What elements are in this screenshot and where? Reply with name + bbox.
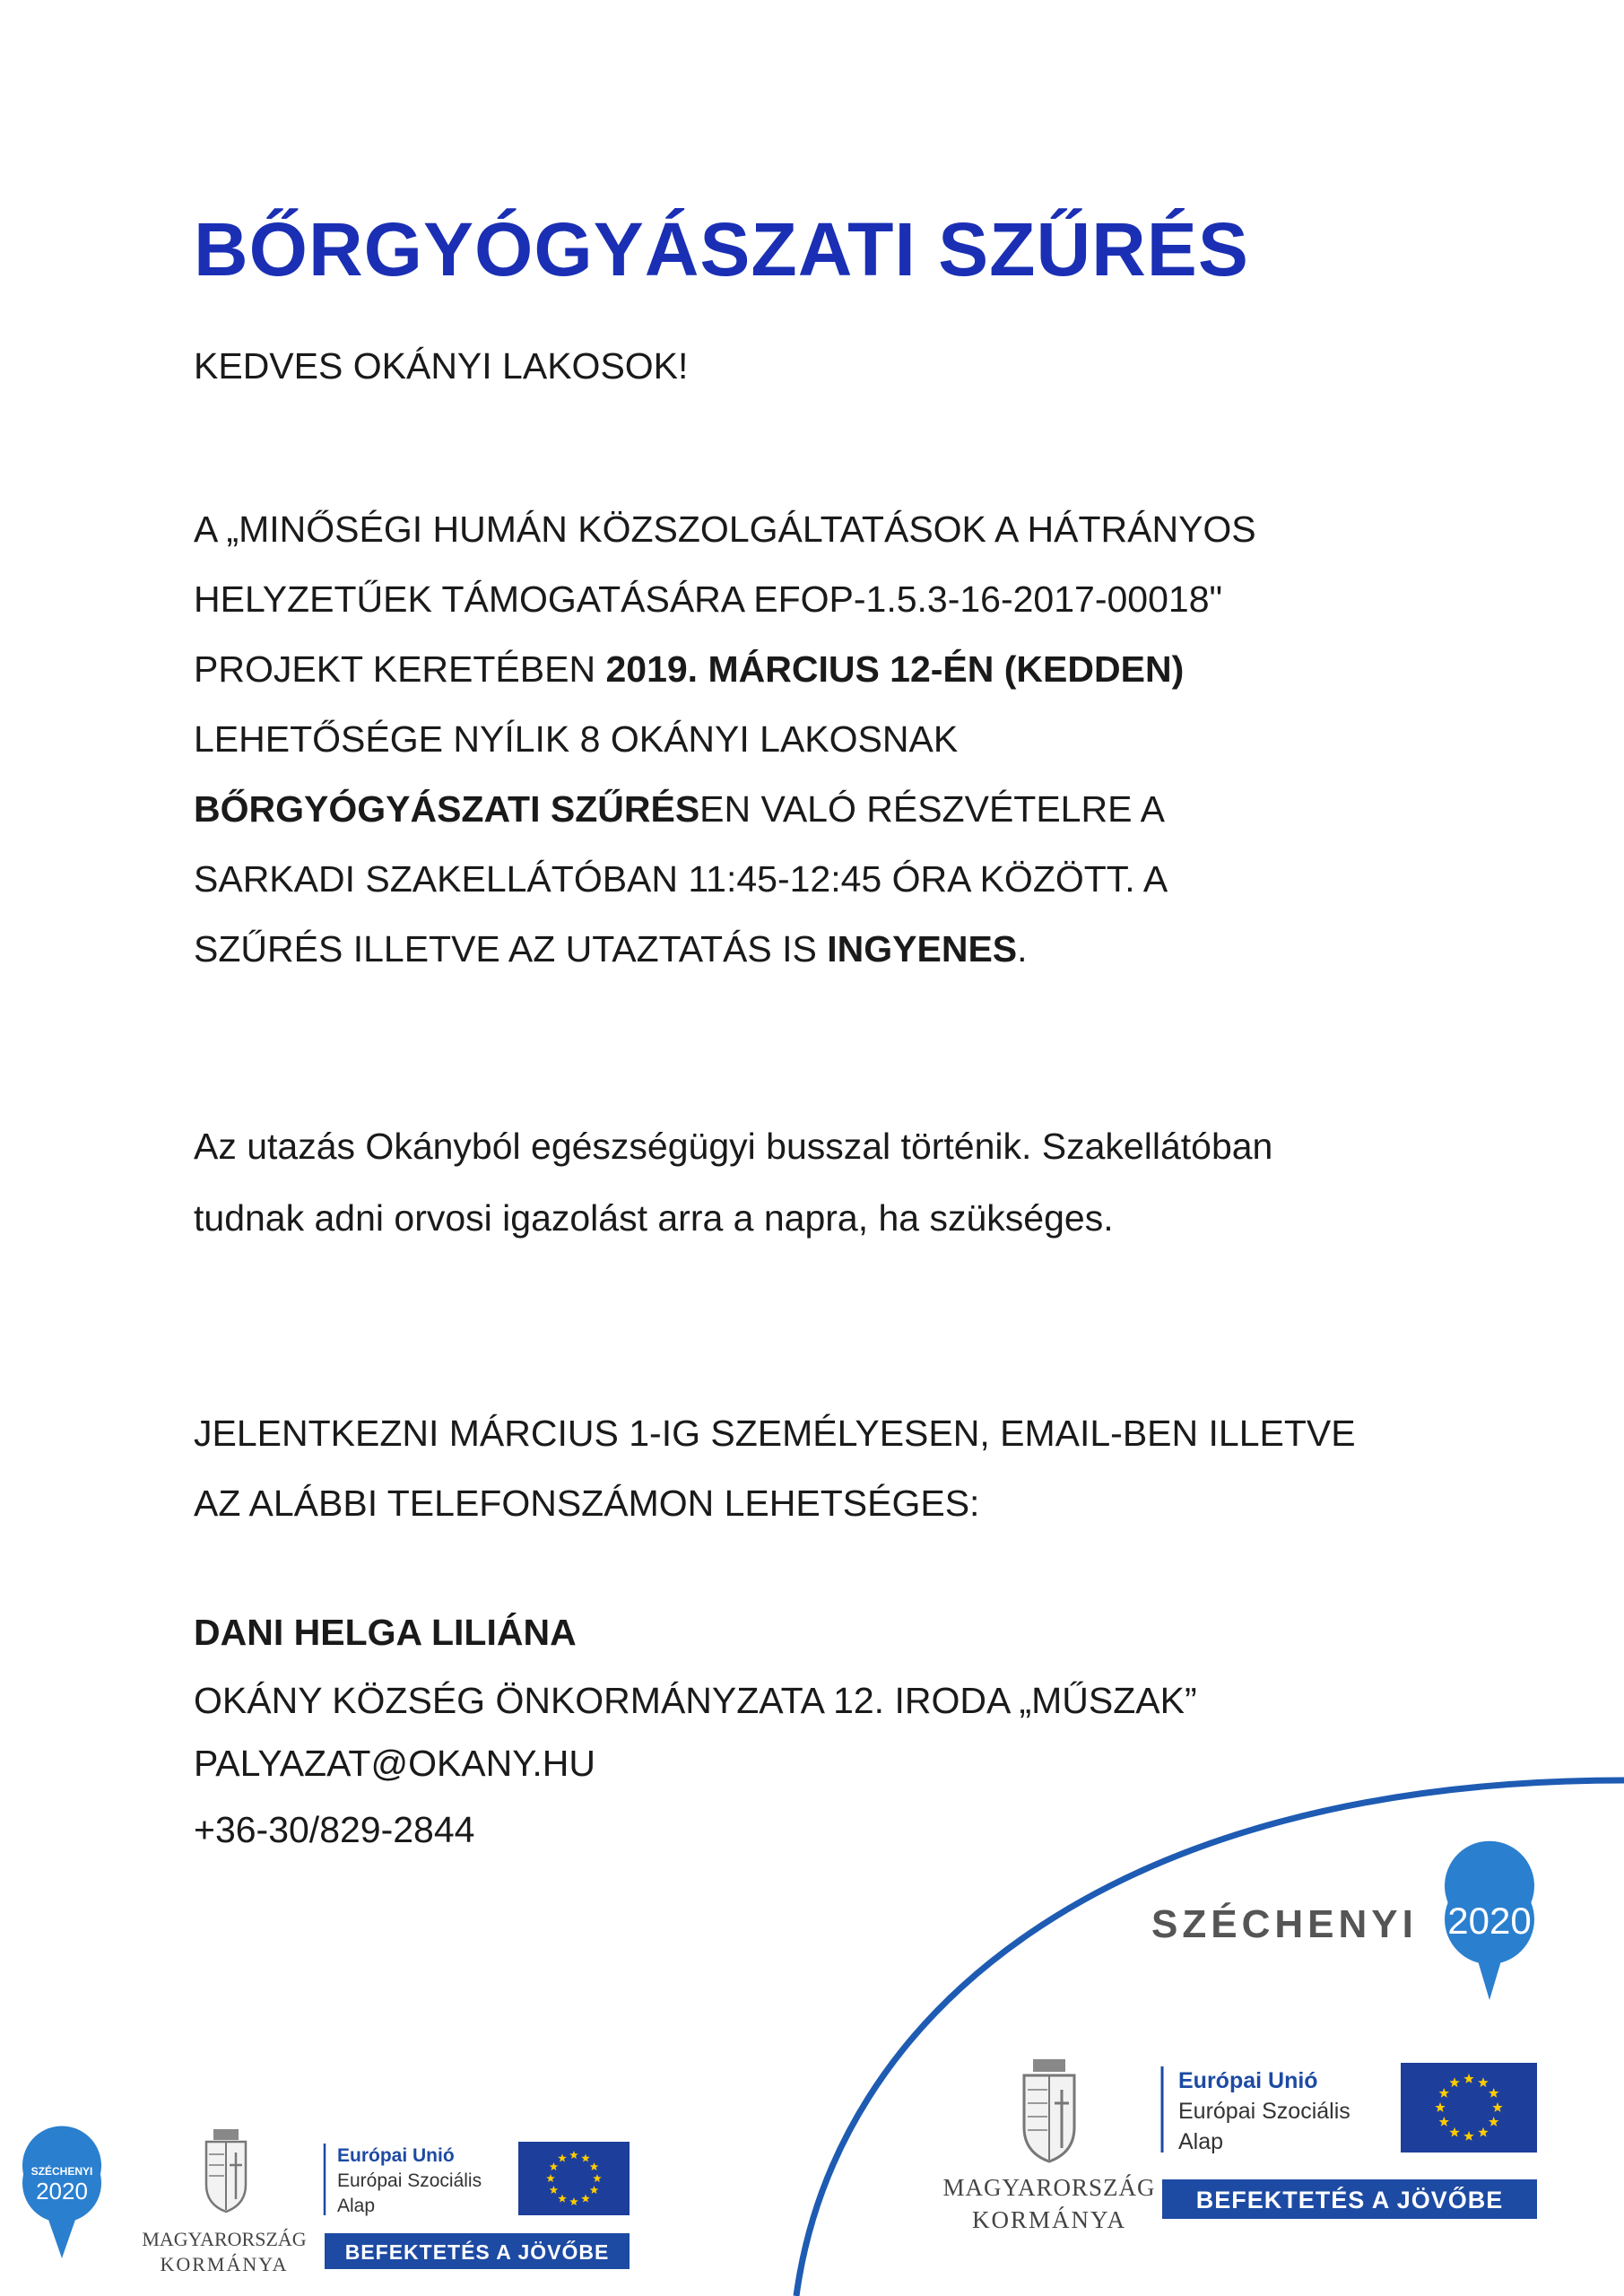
eu-line3-small: Alap <box>337 2196 376 2216</box>
contact-office: OKÁNY KÖZSÉG ÖNKORMÁNYZATA 12. IRODA „MŰSZAK” <box>194 1680 1197 1721</box>
greeting: KEDVES OKÁNYI LAKOSOK! <box>194 345 689 387</box>
paragraph1-line3-text: PROJEKT KERETÉBEN <box>194 648 606 690</box>
szechenyi-year: 2020 <box>1447 1900 1532 1942</box>
gov-line1-small: MAGYARORSZÁG <box>142 2228 307 2250</box>
eu-line1-large: Európai Unió <box>1178 2068 1318 2093</box>
contact-email: PALYAZAT@OKANY.HU <box>194 1743 595 1784</box>
paragraph2-line2: tudnak adni orvosi igazolást arra a napra, ha szükséges. <box>194 1197 1114 1239</box>
paragraph1-line5-text: EN VALÓ RÉSZVÉTELRE A <box>699 788 1165 830</box>
eu-line3-large: Alap <box>1178 2129 1224 2154</box>
hungary-crest-icon-large <box>1024 2059 1074 2161</box>
szechenyi-year-small: 2020 <box>36 2178 88 2205</box>
paragraph1-line7-text: SZŰRÉS ILLETVE AZ UTAZTATÁS IS <box>194 928 828 970</box>
paragraph1-line4: LEHETŐSÉGE NYÍLIK 8 OKÁNYI LAKOSNAK <box>194 718 959 760</box>
szechenyi-2020-logo-large <box>1151 1841 1534 2000</box>
eu-line2-large: Európai Szociális <box>1178 2099 1350 2124</box>
eu-flag-icon-small <box>518 2142 630 2215</box>
paragraph1-line2: HELYZETŰEK TÁMOGATÁSÁRA EFOP-1.5.3-16-2017-00018" <box>194 578 1223 620</box>
page-title: BŐRGYÓGYÁSZATI SZŰRÉS <box>194 207 1249 291</box>
eu-banner-text-small: BEFEKTETÉS A JÖVŐBE <box>344 2240 610 2264</box>
screening-name: BŐRGYÓGYÁSZATI SZŰRÉS <box>194 788 700 830</box>
paragraph1-line1: A „MINŐSÉGI HUMÁN KÖZSZOLGÁLTATÁSOK A HÁTRÁNYOS <box>194 509 1256 550</box>
paragraph3-line1: JELENTKEZNI MÁRCIUS 1-IG SZEMÉLYESEN, EMAIL-BEN ILLETVE <box>194 1413 1356 1454</box>
paragraph1-line6: SARKADI SZAKELLÁTÓBAN 11:45-12:45 ÓRA KÖZÖTT. A <box>194 858 1168 900</box>
contact-name: DANI HELGA LILIÁNA <box>194 1612 577 1653</box>
free-label: INGYENES <box>827 928 1018 970</box>
paragraph1-line7-end: . <box>1017 928 1028 970</box>
szechenyi-word: SZÉCHENYI <box>1151 1902 1418 1946</box>
contact-phone: +36-30/829-2844 <box>194 1809 475 1850</box>
szechenyi-word-small: SZÉCHENYI <box>30 2165 93 2178</box>
hungary-crest-icon-small <box>206 2129 246 2212</box>
eu-line2-small: Európai Szociális <box>337 2170 482 2191</box>
gov-line2-small: KORMÁNYA <box>160 2253 289 2275</box>
paragraph2-line1: Az utazás Okányból egészségügyi busszal történik. Szakellátóban <box>194 1126 1273 1167</box>
paragraph3-line2: AZ ALÁBBI TELEFONSZÁMON LEHETSÉGES: <box>194 1483 980 1524</box>
gov-line1-large: MAGYARORSZÁG <box>942 2174 1156 2201</box>
eu-banner-text-large: BEFEKTETÉS A JÖVŐBE <box>1195 2187 1504 2213</box>
event-date: 2019. MÁRCIUS 12-ÉN (KEDDEN) <box>605 648 1185 690</box>
eu-line1-small: Európai Unió <box>337 2145 455 2166</box>
gov-line2-large: KORMÁNYA <box>971 2206 1127 2233</box>
eu-flag-icon-large <box>1401 2063 1537 2152</box>
